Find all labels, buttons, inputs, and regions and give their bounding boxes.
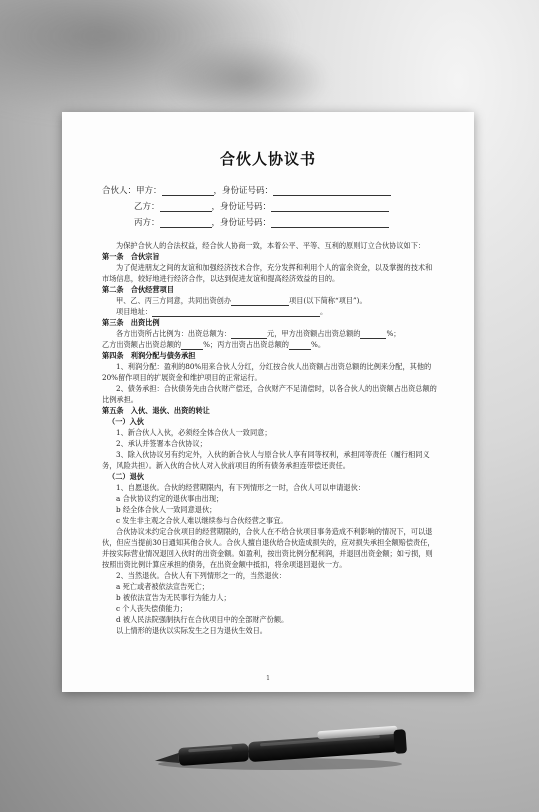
- party-c-id-label: ，身份证号码：: [211, 218, 272, 228]
- party-a-id-blank: [273, 186, 391, 196]
- document-page: [62, 112, 474, 692]
- withdraw-clause-2c: c 个人丧失偿债能力；: [116, 604, 187, 613]
- parties-label: 合伙人：: [102, 186, 137, 196]
- withdraw-clause-1c: c 发生非主观之合伙人难以继续参与合伙经营之事宜。: [116, 516, 288, 525]
- party-line-a: [102, 184, 391, 196]
- section-3-total-label: 各方出资所占比例为：出资总额为：: [116, 329, 232, 338]
- join-clause-3: 3、除入伙协议另有约定外，入伙的新合伙人与原合伙人享有同等权利，承担同等责任（履行相同义务，风险共担）。新入伙的合伙人对入伙前项目的所有债务承担连带偿还责任。: [102, 450, 430, 470]
- section-3-title: 第三条 出资比例: [102, 318, 160, 327]
- withdraw-clause-2b: b 被依法宣告为无民事行为能力人；: [116, 593, 231, 602]
- withdraw-effective-date: 以上情形的退伙以实际发生之日为退伙生效日。: [116, 626, 267, 635]
- party-b-ratio-blank: [181, 341, 203, 350]
- section-2-line-1: [102, 295, 438, 306]
- section-2-line-1-end: 项目(以下简称“项目”)。: [289, 296, 367, 305]
- section-3-line-1: [102, 328, 438, 339]
- section-5-title: 第五条 入伙、退伙、出资的转让: [102, 406, 210, 415]
- section-3-line-2-end: %。: [310, 340, 326, 349]
- section-2-line-2: [102, 306, 438, 317]
- party-a-ratio-blank: [360, 330, 386, 339]
- section-4-debt: 2、债务承担：合伙债务先由合伙财产偿还，合伙财产不足清偿时，以各合伙人的出资额占出资总额的比例承担。: [102, 384, 437, 404]
- party-c-id-blank: [271, 218, 389, 228]
- party-c-label: 丙方：: [134, 218, 160, 228]
- party-b-name-blank: [160, 202, 212, 212]
- total-amount-blank: [231, 330, 267, 339]
- section-3-party-b-label: 乙方出资额占出资总额的: [102, 340, 182, 349]
- subsection-withdraw-title: （二）退伙: [108, 472, 144, 481]
- party-a-label: 甲方：: [136, 186, 162, 196]
- document-body: [102, 240, 438, 636]
- section-3-line-1-end: %；: [386, 329, 401, 338]
- party-b-label: 乙方：: [134, 202, 160, 212]
- page-number: 1: [266, 675, 270, 682]
- pen-icon: [148, 708, 410, 778]
- party-a-name-blank: [162, 186, 214, 196]
- section-3-party-a-label: 元，甲方出资额占出资总额的: [267, 329, 361, 338]
- section-3-party-c-label: %；丙方出资占出资总额的: [203, 340, 289, 349]
- section-1-text: 为了促进朋友之间的友谊和加强经济技术合作，充分发挥和利用个人的富余资金，以及掌握的技术和市场信息，较好地进行经济合作，以达到促进友谊和提高经济效益的目的。: [102, 263, 433, 283]
- join-clause-1: 1、新合伙人入伙，必须经全体合伙人一致同意；: [116, 428, 272, 437]
- withdraw-clause-notice: 合伙协议未约定合伙项目的经营期限的，合伙人在不给合伙项目事务造成不利影响的情况下，可以退伙，但应当提前30日通知其他合伙人。合伙人擅自退伙给合伙造成损失的，应对损失承担全额赔偿责任，并按实际营业情况退回入伙时的出资金额。如盈利，按出资比例分配利润，并退回出资金额；如亏损，则按照出资比例计算应承担的债务，在出资金额中抵扣，将余项退回退伙一方。: [102, 527, 435, 569]
- withdraw-clause-1: 1、自愿退伙。合伙的经营期限内，有下列情形之一时，合伙人可以申请退伙：: [116, 483, 365, 492]
- project-address-blank: [152, 308, 320, 317]
- party-line-b: [134, 200, 389, 212]
- project-name-blank: [231, 297, 289, 306]
- join-clause-2: 2、承认并签署本合伙协议；: [116, 439, 207, 448]
- section-4-profit: 1、利润分配：盈利的80%用来合伙人分红，分红按合伙人出资额占出资总额的比例来分配，其他的20%留作项目的扩展资金和维护项目的正常运行。: [102, 362, 432, 382]
- withdraw-clause-2: 2、当然退伙。合伙人有下列情形之一的，当然退伙：: [116, 571, 286, 580]
- preamble: 为保护合伙人的合法权益，经合伙人协商一致，本着公平、平等、互利的原则订立合伙协议如下：: [116, 241, 426, 250]
- withdraw-clause-2a: a 死亡或者被依法宣告死亡；: [116, 582, 209, 591]
- withdraw-clause-1a: a 合伙协议约定的退伙事由出现；: [116, 494, 224, 503]
- plant-shadow-secondary: [160, 40, 330, 120]
- section-4-title: 第四条 利润分配与债务承担: [102, 351, 196, 360]
- party-c-name-blank: [160, 218, 212, 228]
- party-b-id-label: ，身份证号码：: [211, 202, 272, 212]
- section-3-line-2: [102, 339, 438, 350]
- party-c-ratio-blank: [289, 341, 311, 350]
- party-a-id-label: ，身份证号码：: [213, 186, 274, 196]
- section-1-title: 第一条 合伙宗旨: [102, 252, 160, 261]
- withdraw-clause-2d: d 被人民法院强制执行在合伙项目中的全部财产份额。: [116, 615, 289, 624]
- withdraw-clause-1b: b 经全体合伙人一致同意退伙；: [116, 505, 217, 514]
- section-2-line-2-end: 。: [319, 307, 328, 316]
- project-address-label: 项目地址：: [116, 307, 152, 316]
- party-line-c: [134, 216, 389, 228]
- subsection-join-title: （一）入伙: [108, 417, 144, 426]
- document-title: 合伙人协议书: [219, 150, 316, 168]
- party-b-id-blank: [271, 202, 389, 212]
- section-2-line-1-start: 甲、乙、丙三方同意，共同出资创办: [116, 296, 232, 305]
- section-2-title: 第二条 合伙经营项目: [102, 285, 174, 294]
